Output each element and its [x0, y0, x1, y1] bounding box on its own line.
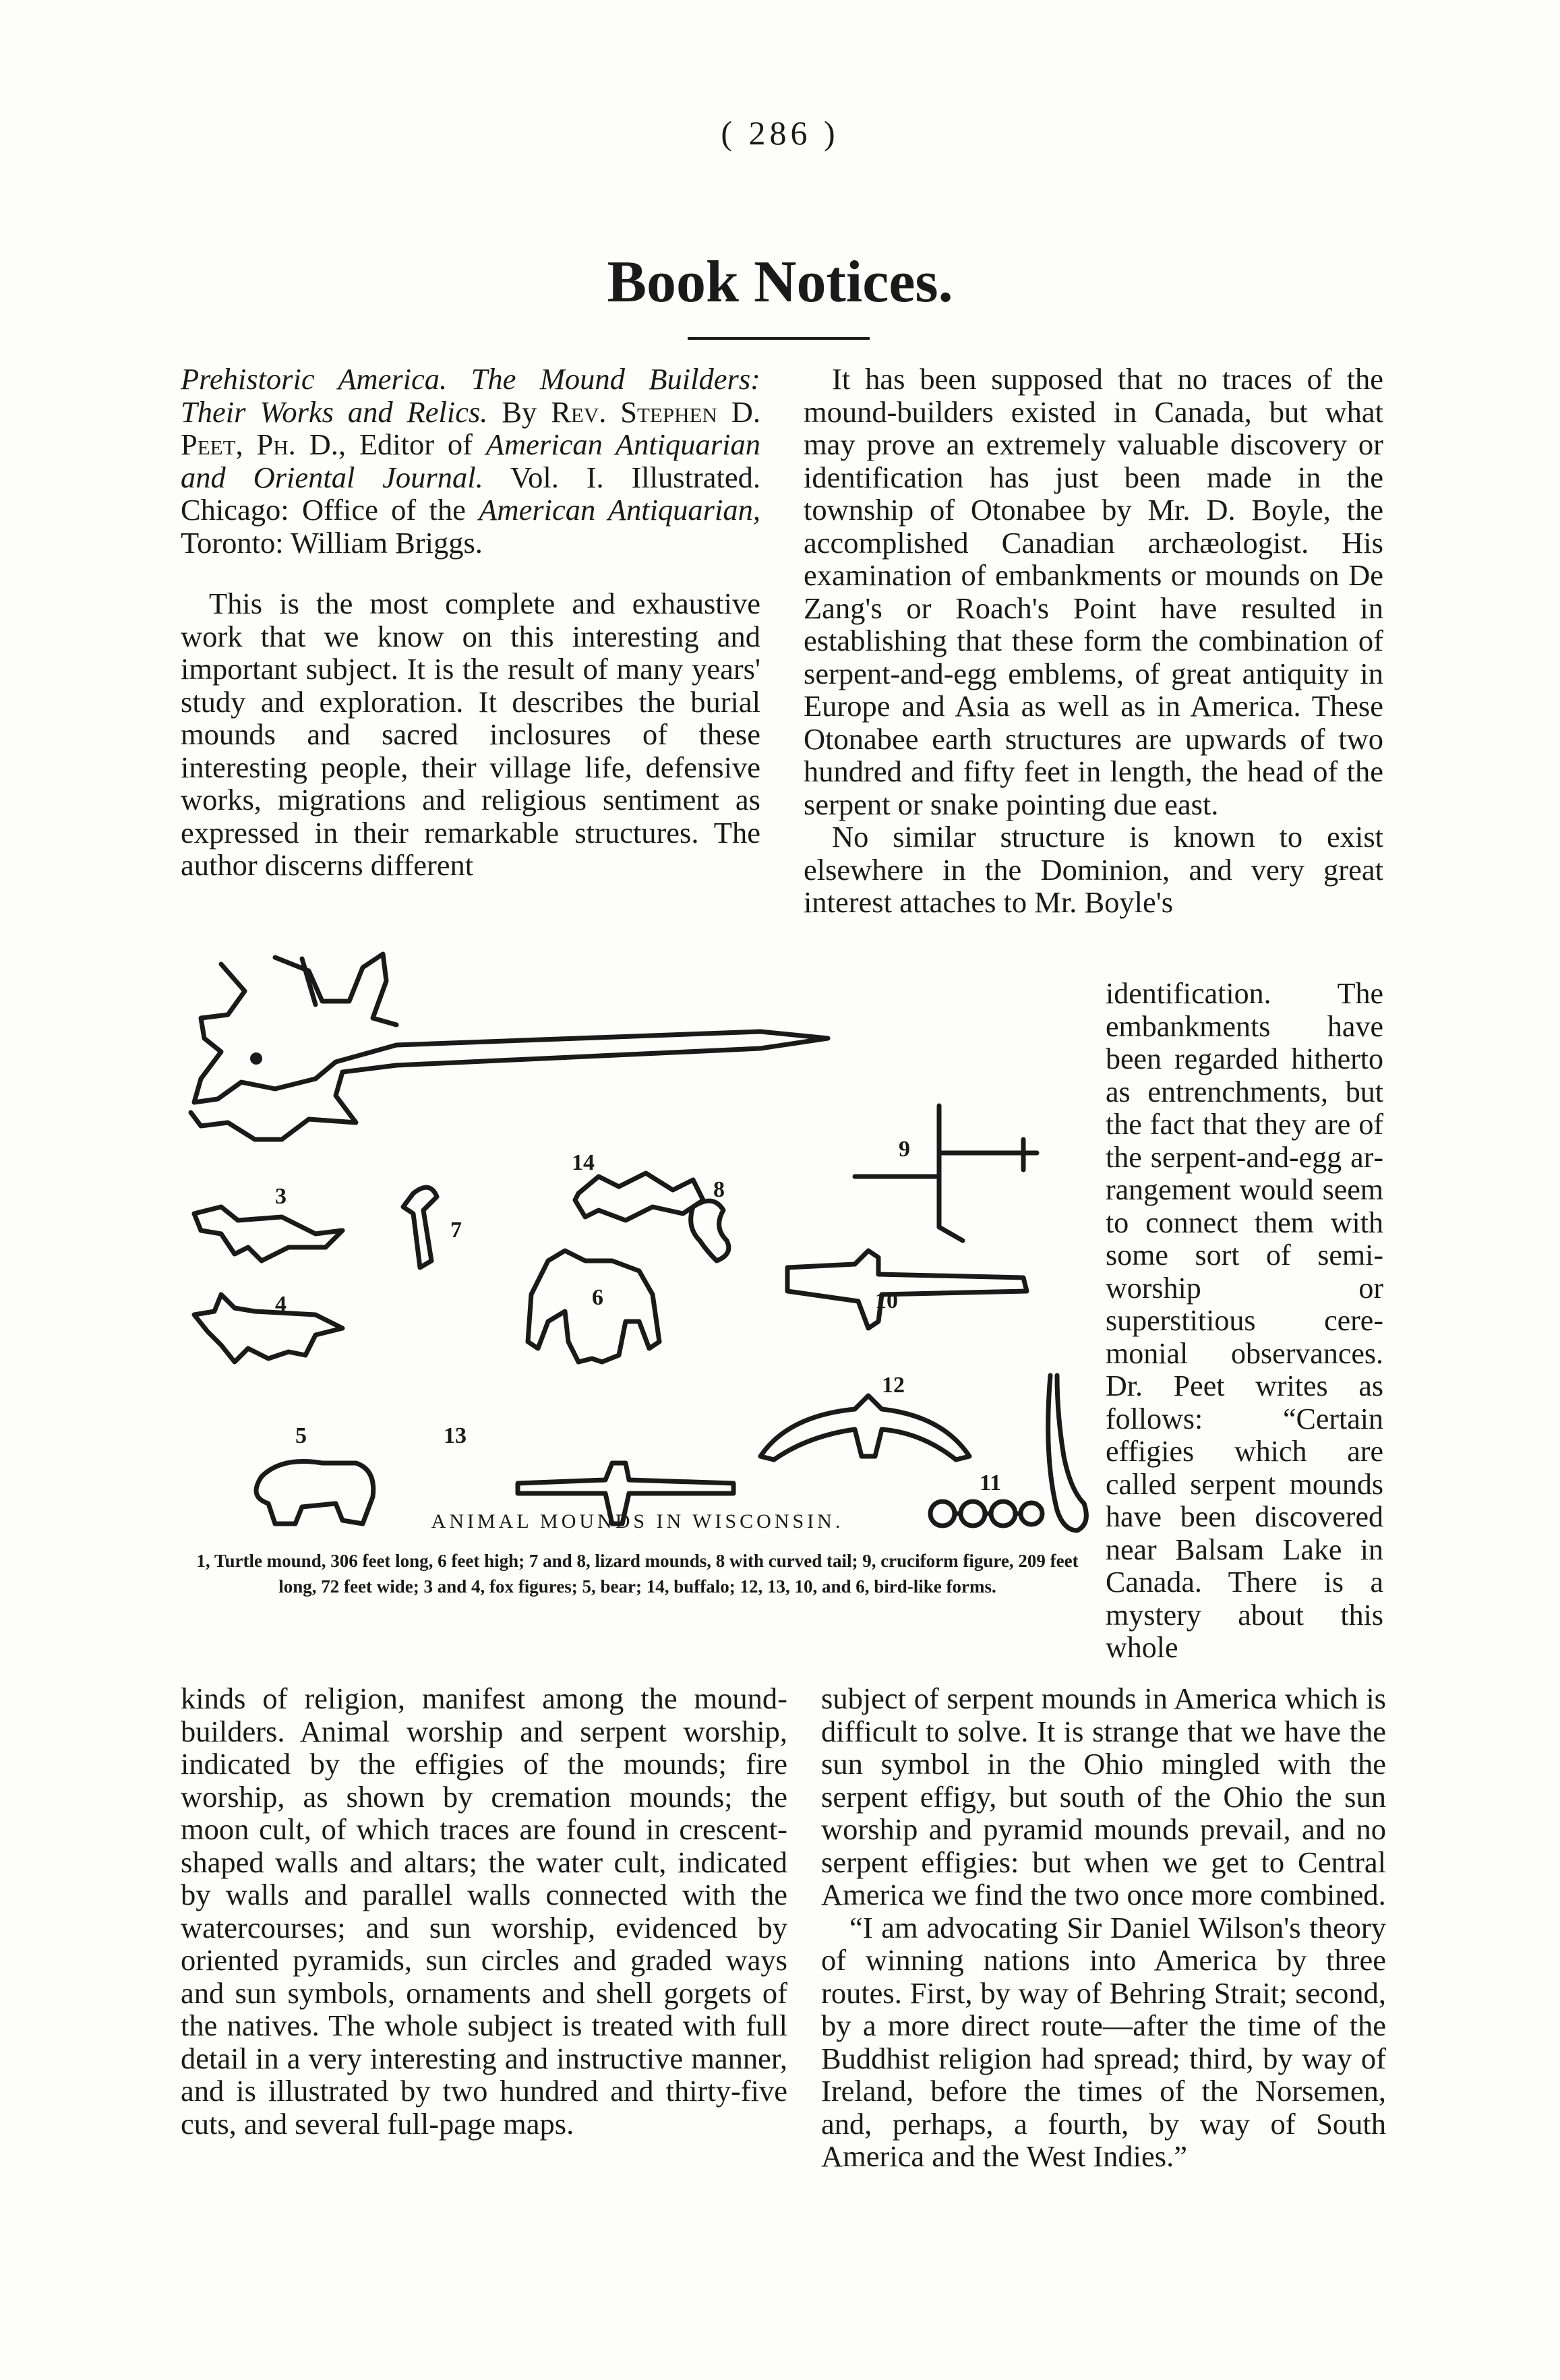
figure-label-11: 11 — [980, 1470, 1002, 1495]
fox-mound-4-outline — [194, 1295, 342, 1362]
lizard-tail-outline — [403, 1187, 437, 1268]
figure-label-10: 10 — [875, 1288, 898, 1313]
figure-label-14: 14 — [572, 1150, 595, 1175]
title-rule — [688, 337, 870, 340]
buffalo-mound-outline — [575, 1173, 703, 1220]
journal-name: American Antiquarian and Oriental Journal. — [181, 427, 760, 494]
wrap-text: identification. The embankments have been regarded hitherto as entrenchments, but the fact that they are of the serpent-and-egg arrangement would seem to connect them with some sort of semi-worship or superstitious ceremonial observances. Dr. Peet writes as follows: “Certain effigies which are called serpent mounds have been discovered near Balsam Lake in Canada. There is a mystery about this whole — [1106, 977, 1383, 1664]
right-column-wrap — [1106, 978, 1383, 1665]
bird-form-12-outline — [760, 1396, 969, 1460]
left-column-bottom — [181, 1682, 787, 2140]
book-title: Prehistoric America. The Mound Builders: Their Works and Relics. — [181, 362, 760, 429]
animal-mounds-illustration — [181, 944, 1094, 1537]
figure-label-1: 1 — [248, 1065, 249, 1066]
section-title: Book Notices. — [607, 249, 953, 315]
bird-form-10-outline — [787, 1251, 1027, 1328]
serpent-mound-outline — [1048, 1375, 1087, 1530]
serpent-mounds-paragraph: subject of serpent mounds in America which is difficult to solve. It is strange that we have the sun symbol in the Ohio mingled with the serpent effigy, but south of the Ohio the sun worship and pyramid mounds prevail, and no serpent effigies: but when we get to Central America we find the two once more combined. — [821, 1682, 1386, 1911]
figure-label-5: 5 — [295, 1423, 307, 1448]
left-column-top — [181, 363, 760, 882]
religion-paragraph: kinds of religion, manifest among the mound-builders. Animal worship and serpent worship, indicated by the effigies of the mounds; fire worship, as shown by cremation mounds; the moon cult, of which traces are found in crescent-shaped walls and altars; the water cult, indicated by walls and parallel walls connected with the watercourses; and sun worship, evidenced by oriented pyramids, sun circles and graded ways and sun symbols, ornaments and shell gorgets of the natives. The whole subject is treated with full detail in a very interesting and instructive manner, and is illustrated by two hundred and thirty-five cuts, and several full-page maps. — [181, 1682, 787, 2141]
turtle-mound-outline — [191, 954, 828, 1139]
publisher-name: American Antiquarian, — [479, 493, 760, 527]
wilson-theory-paragraph: “I am advocating Sir Daniel Wilson's theory of winning nations into America by three routes. First, by way of Behring Strait; second, by a more direct route—after the time of the Buddhist religion had spread; third, by way of Ireland, before the times of the Norsemen, and, perhaps, a fourth, by way of South America and the West Indies.” — [821, 1910, 1386, 2173]
figure-label-4: 4 — [275, 1292, 287, 1317]
figure-label-3: 3 — [275, 1184, 287, 1209]
figure-caption-body: 1, Turtle mound, 306 feet long, 6 feet high; 7 and 8, lizard mounds, 8 with curved tail; 9, cruciform figure, 209 feet long, 72 feet wide; 3 and 4, fox figures; 5, bear; 14, buffalo; 12, 13, 10, and 6, bird-like forms. — [196, 1551, 1079, 1597]
turtle-mound-dot — [250, 1052, 262, 1065]
review-paragraph: This is the most complete and exhaustive work that we know on this interesting and important subject. It is the result of many years' study and exploration. It describes the burial mounds and sacred inclosures of these interesting people, their village life, defensive works, migrations and religious sentiment as expressed in their remarkable structures. The author discerns different — [181, 587, 760, 882]
figure-label-12: 12 — [882, 1373, 905, 1398]
figure-label-8: 8 — [713, 1177, 725, 1202]
lizard-mound-outline — [855, 1106, 1037, 1241]
figure-label-9: 9 — [899, 1137, 910, 1162]
dominion-paragraph: No similar structure is known to exist elsewhere in the Dominion, and very great interest attaches to Mr. Boyle's — [804, 820, 1383, 919]
book-author: Rev. Stephen D. Peet, Ph. D. — [181, 394, 761, 461]
right-column-top — [804, 363, 1383, 919]
book-reference: Prehistoric America. The Mound Builders: Their Works and Relics. By Rev. Stephen D. Peet, Ph. D., Editor of American Antiquarian and Oriental Journal. Vol. I. Illustrated. Chicago: Office of the American Antiquarian, Toronto: William Briggs. — [181, 362, 761, 560]
animal-mounds-figure — [181, 944, 1094, 1537]
figure-caption-title: ANIMAL MOUNDS IN WISCONSIN. — [431, 1510, 844, 1533]
canada-mounds-paragraph: It has been supposed that no traces of the mound-builders existed in Canada, but what may prove an extremely valuable discovery or identification has just been made in the township of Otonabee by Mr. D. Boyle, the accomplished Canadian archæologist. His examination of embankments or mounds on De Zang's or Roach's Point have resulted in establishing that these form the combination of serpent-and-egg emblems, of great antiquity in Europe and Asia as well as in America. These Otonabee earth structures are upwards of two hundred and fifty feet in length, the head of the serpent or snake pointing due east. — [804, 362, 1383, 821]
figure-label-13: 13 — [444, 1423, 467, 1448]
curved-tail-outline — [691, 1201, 729, 1261]
figure-label-6: 6 — [592, 1285, 603, 1310]
fox-mound-3-outline — [194, 1207, 342, 1261]
right-column-bottom — [821, 1682, 1386, 2173]
page-number: ( 286 ) — [721, 114, 839, 152]
figure-label-7: 7 — [450, 1218, 462, 1243]
